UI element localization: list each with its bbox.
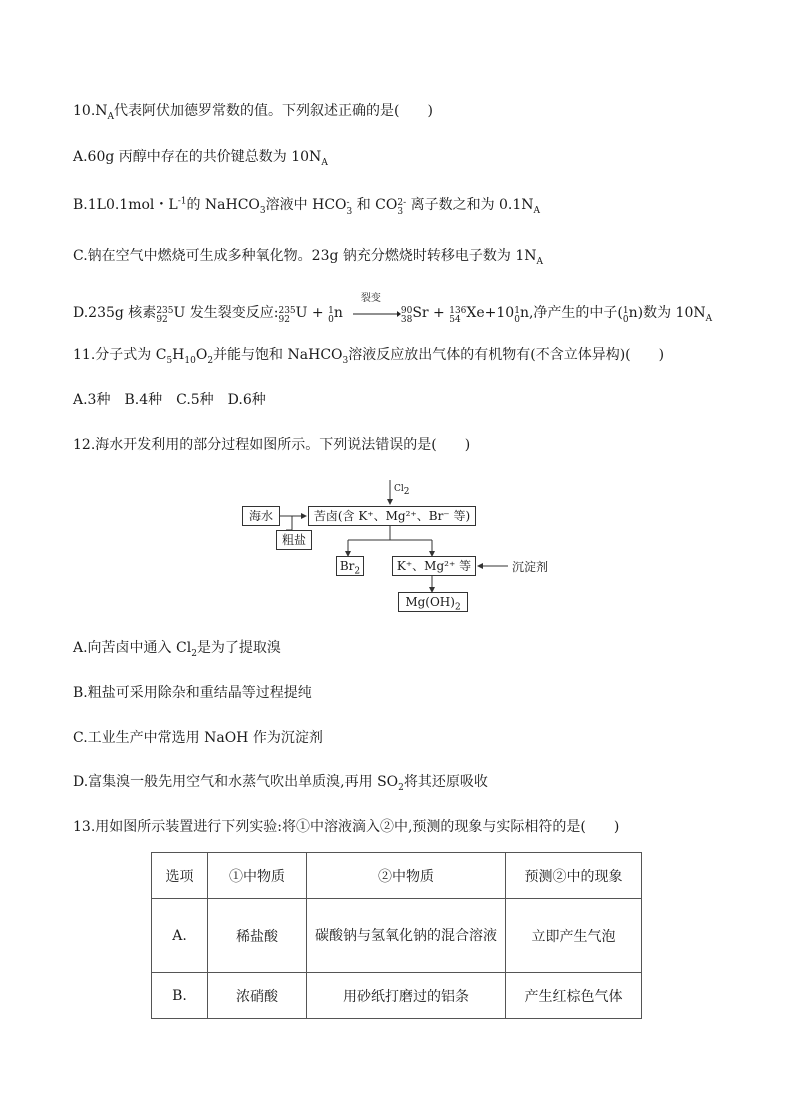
br2-box: $Br_2$ <box>336 556 364 576</box>
crude-salt-box: 粗盐 <box>276 530 312 550</box>
table-header-cell: 预测②中的现象 <box>506 853 642 899</box>
fission-label: 裂变 <box>360 293 381 304</box>
table-cell: B. <box>152 973 208 1019</box>
q10-option-b: B.1L0.1mol・$L^{-1}$的 NaHCO$_3$溶液中 HCO - 3 和 CO 2- 3 离子数之和为 $0.1N_A$ <box>73 196 541 217</box>
q13-stem: 13.用如图所示装置进行下列实验:将①中溶液滴入②中,预测的现象与实际相符的是( ) <box>73 819 620 835</box>
table-cell: A. <box>152 899 208 973</box>
table-header-cell: ①中物质 <box>208 853 307 899</box>
brine-box: 苦卤(含 K⁺、Mg²⁺、Br⁻ 等) <box>308 506 476 526</box>
table-cell: 立即产生气泡 <box>506 899 642 973</box>
cl2-label: $Cl_2$ <box>394 484 410 497</box>
q12-option-c: C.工业生产中常选用 NaOH 作为沉淀剂 <box>73 730 323 746</box>
q12-stem: 12.海水开发利用的部分过程如图所示。下列说法错误的是( ) <box>73 437 471 453</box>
q11-options: A.3种 B.4种 C.5种 D.6种 <box>73 392 266 408</box>
table-cell: 用砂纸打磨过的铝条 <box>307 973 506 1019</box>
q12-option-a: A.向苦卤中通入 $Cl_2$是为了提取溴 <box>73 640 281 659</box>
q10-option-a: A.60g 丙醇中存在的共价键总数为 $10N_A$ <box>73 149 328 168</box>
q12-option-d: D.富集溴一般先用空气和水蒸气吹出单质溴,再用 $SO_2$将其还原吸收 <box>73 774 488 793</box>
mgoh2-box: $Mg(OH)_2$ <box>398 592 468 612</box>
table-header-row <box>152 853 642 899</box>
table-cell: 稀盐酸 <box>208 899 307 973</box>
q10-option-c: C.钠在空气中燃烧可生成多种氧化物。23g 钠充分燃烧时转移电子数为 $1N_A$ <box>73 248 543 267</box>
table-header-cell: 选项 <box>152 853 208 899</box>
q13-table <box>151 852 642 1019</box>
seawater-box: 海水 <box>242 506 280 526</box>
table-header-cell: ②中物质 <box>307 853 506 899</box>
q12-option-b: B.粗盐可采用除杂和重结晶等过程提纯 <box>73 685 312 701</box>
q10-stem: $10.N_A$代表阿伏加德罗常数的值。下列叙述正确的是( ) <box>73 103 433 122</box>
precipitant-label: 沉淀剂 <box>512 560 549 574</box>
q11-stem: 11.分子式为 $C_5H_{10}O_2$并能与饱和 NaHCO$_3$溶液反应放出气体的有机物有(不含立体异构)( ) <box>73 347 665 366</box>
table-row <box>152 973 642 1019</box>
k-mg-box: K⁺、Mg²⁺ 等 <box>392 556 476 576</box>
table-cell: 碳酸钠与氢氧化钠的混合溶液 <box>307 899 506 973</box>
q10-option-d: D.235g 核素 235 92 U 发生裂变反应: 235 92 U + 1 0 n 裂变 90 38 Sr + 136 54 Xe+10 1 0 n,净产生的中子( 1 0 n)数为 $10N_A$ <box>73 303 712 325</box>
table-cell: 产生红棕色气体 <box>506 973 642 1019</box>
table-row <box>152 899 642 973</box>
fission-arrow <box>353 293 401 323</box>
table-cell: 浓硝酸 <box>208 973 307 1019</box>
